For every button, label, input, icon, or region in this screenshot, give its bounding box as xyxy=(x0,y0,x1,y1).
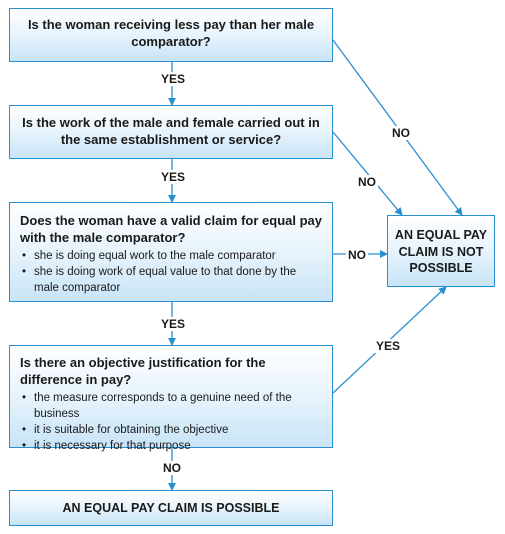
question-2-text: Is the work of the male and female carried out in the same establishment or service? xyxy=(22,115,320,147)
yes-label-q2: YES xyxy=(161,170,186,184)
arrow-q2-not-possible xyxy=(333,132,402,215)
question-2-box xyxy=(9,105,333,159)
yes-label-q3: YES xyxy=(161,317,186,331)
question-1-box xyxy=(9,8,333,62)
possible-text: AN EQUAL PAY CLAIM IS POSSIBLE xyxy=(62,501,280,515)
question-3-box xyxy=(9,202,333,302)
question-4-box xyxy=(9,345,333,452)
question-4-bullets xyxy=(20,390,324,454)
question-4-bullet: • the measure corresponds to a genuine need of the business xyxy=(34,390,324,422)
question-4-title: Is there an objective justification for the difference in pay? xyxy=(20,355,266,387)
question-4-bullet: • it is necessary for that purpose xyxy=(34,438,324,454)
question-4-bullet: • it is suitable for obtaining the objective xyxy=(34,422,324,438)
no-label-q3: NO xyxy=(348,248,366,262)
question-3-title: Does the woman have a valid claim for equal pay with the male comparator? xyxy=(20,213,322,245)
no-label-q4: NO xyxy=(163,461,181,475)
possible-box xyxy=(9,490,333,526)
yes-label-q4: YES xyxy=(376,339,401,353)
not-possible-box xyxy=(387,215,495,287)
question-3-bullet: • she is doing equal work to the male comparator xyxy=(34,248,324,264)
no-label-q2: NO xyxy=(358,175,376,189)
question-3-bullets xyxy=(20,248,324,296)
question-1-text: Is the woman receiving less pay than her male comparator? xyxy=(27,17,315,49)
not-possible-text: AN EQUAL PAY CLAIM IS NOT POSSIBLE xyxy=(394,228,488,275)
no-label-q1: NO xyxy=(392,126,410,140)
question-3-bullet: • she is doing work of equal value to that done by the male comparator xyxy=(34,264,324,296)
yes-label-q1: YES xyxy=(161,72,186,86)
